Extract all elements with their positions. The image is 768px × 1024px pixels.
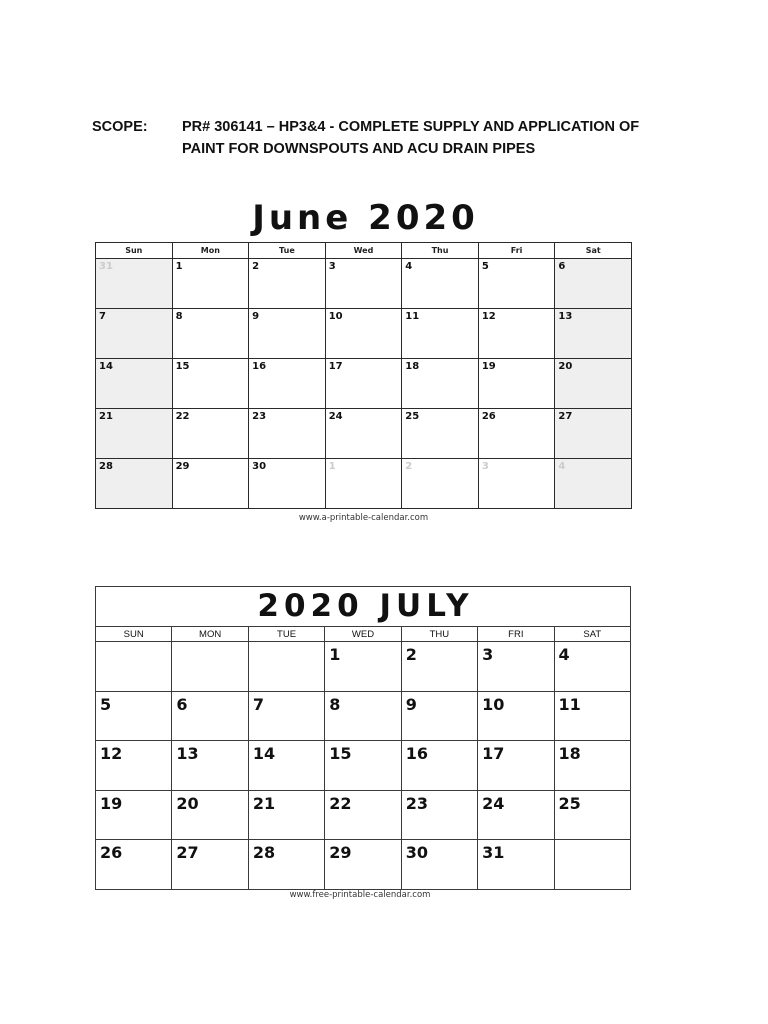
day-number: 28 xyxy=(99,461,113,472)
day-number: 30 xyxy=(405,843,428,863)
day-number: 14 xyxy=(99,361,113,372)
day-cell xyxy=(401,691,477,741)
day-cell xyxy=(172,840,248,890)
day-cell xyxy=(248,741,324,791)
day-number: 16 xyxy=(252,361,267,372)
day-number: 7 xyxy=(252,694,264,714)
day-number: 3 xyxy=(482,645,494,664)
day-cell xyxy=(325,790,401,840)
other-month-day-number: 31 xyxy=(99,261,113,272)
day-number xyxy=(172,642,247,646)
week-row xyxy=(96,409,632,459)
day-cell xyxy=(325,459,402,509)
day-number: 16 xyxy=(405,744,428,764)
day-number: 27 xyxy=(176,843,199,863)
weekday-header-row xyxy=(96,243,632,259)
day-number: 5 xyxy=(481,261,489,272)
day-number: 28 xyxy=(252,843,276,863)
day-cell xyxy=(554,691,630,741)
day-number: 10 xyxy=(328,311,343,322)
day-number: 13 xyxy=(558,311,573,322)
day-cell xyxy=(478,790,554,840)
day-cell xyxy=(478,459,555,509)
other-month-day-number: 1 xyxy=(328,461,336,472)
july-weekday-head xyxy=(96,627,631,642)
week-row xyxy=(96,459,632,509)
day-number: 23 xyxy=(252,411,267,422)
other-month-day-number: 3 xyxy=(481,461,489,472)
day-number: 6 xyxy=(558,261,566,272)
day-cell xyxy=(325,309,402,359)
day-number: 17 xyxy=(328,361,343,372)
day-number: 25 xyxy=(405,411,420,422)
day-cell xyxy=(325,409,402,459)
day-number: 3 xyxy=(328,261,336,272)
other-month-day-number: 2 xyxy=(405,461,413,472)
day-cell xyxy=(96,359,173,409)
day-number: 1 xyxy=(175,261,183,272)
day-cell xyxy=(172,459,249,509)
day-number: 18 xyxy=(558,744,581,764)
day-cell xyxy=(554,741,630,791)
weekday-header-mon: Mon xyxy=(172,243,249,259)
weekday-header-row xyxy=(96,627,631,642)
day-number: 29 xyxy=(175,461,190,472)
day-number: 9 xyxy=(252,311,260,322)
day-number: 1 xyxy=(329,645,341,664)
day-number xyxy=(555,840,630,844)
weekday-header-wed: WED xyxy=(325,627,401,642)
day-number: 4 xyxy=(558,645,570,664)
june-calendar-title: June 2020 xyxy=(252,198,479,238)
day-cell xyxy=(248,790,324,840)
day-cell xyxy=(172,409,249,459)
day-cell xyxy=(172,642,248,692)
day-number: 19 xyxy=(481,361,496,372)
day-cell xyxy=(555,359,632,409)
weekday-header-tue: Tue xyxy=(249,243,326,259)
day-cell xyxy=(478,409,555,459)
day-cell xyxy=(554,642,630,692)
day-number: 31 xyxy=(482,843,505,863)
day-cell xyxy=(402,409,479,459)
day-number: 15 xyxy=(329,744,352,764)
july-calendar-title: 2020 JULY xyxy=(95,586,631,626)
june-calendar-grid xyxy=(95,242,632,509)
day-cell xyxy=(478,359,555,409)
day-number: 22 xyxy=(329,793,352,813)
day-number: 21 xyxy=(252,793,276,813)
day-cell xyxy=(172,259,249,309)
day-number: 11 xyxy=(558,694,581,714)
day-number: 9 xyxy=(405,694,417,714)
day-number: 5 xyxy=(100,694,112,714)
day-cell xyxy=(325,359,402,409)
day-number: 12 xyxy=(100,744,123,764)
day-cell xyxy=(555,459,632,509)
week-row xyxy=(96,259,632,309)
day-cell xyxy=(478,259,555,309)
weekday-header-sat: Sat xyxy=(555,243,632,259)
day-cell xyxy=(172,741,248,791)
day-number: 15 xyxy=(175,361,190,372)
day-cell xyxy=(401,741,477,791)
july-calendar-grid xyxy=(95,626,631,890)
day-cell xyxy=(172,691,248,741)
day-number: 11 xyxy=(405,311,420,322)
day-cell xyxy=(96,741,172,791)
june-weeks xyxy=(96,259,632,509)
day-cell xyxy=(478,691,554,741)
week-row xyxy=(96,359,632,409)
day-cell xyxy=(249,309,326,359)
day-number: 6 xyxy=(176,694,188,714)
day-number: 10 xyxy=(482,694,505,714)
day-cell xyxy=(478,309,555,359)
weekday-header-sat: SAT xyxy=(554,627,630,642)
day-cell xyxy=(325,840,401,890)
day-cell xyxy=(325,259,402,309)
day-cell xyxy=(478,840,554,890)
day-cell xyxy=(249,459,326,509)
july-calendar xyxy=(95,586,631,890)
week-row xyxy=(96,309,632,359)
day-cell xyxy=(325,691,401,741)
day-number: 20 xyxy=(176,793,199,813)
day-cell xyxy=(401,642,477,692)
week-row xyxy=(96,691,631,741)
day-cell xyxy=(325,741,401,791)
day-cell xyxy=(96,309,173,359)
day-cell xyxy=(402,309,479,359)
weekday-header-tue: TUE xyxy=(248,627,324,642)
day-number: 30 xyxy=(252,461,267,472)
day-cell xyxy=(402,459,479,509)
july-source-url: www.free-printable-calendar.com xyxy=(289,890,431,900)
weekday-header-sun: SUN xyxy=(96,627,172,642)
day-number xyxy=(249,642,324,646)
weekday-header-thu: Thu xyxy=(402,243,479,259)
day-cell xyxy=(402,359,479,409)
week-row xyxy=(96,642,631,692)
day-cell xyxy=(96,259,173,309)
day-cell xyxy=(96,459,173,509)
scope-description-line-2: PAINT FOR DOWNSPOUTS AND ACU DRAIN PIPES xyxy=(182,141,536,157)
day-cell xyxy=(401,790,477,840)
day-cell xyxy=(96,409,173,459)
day-cell xyxy=(96,642,172,692)
day-cell xyxy=(249,409,326,459)
day-cell xyxy=(249,359,326,409)
scope-label: SCOPE: xyxy=(92,119,148,135)
day-number: 26 xyxy=(481,411,496,422)
day-number: 27 xyxy=(558,411,573,422)
day-number xyxy=(96,642,171,646)
day-number: 18 xyxy=(405,361,420,372)
day-cell xyxy=(555,309,632,359)
weekday-header-mon: MON xyxy=(172,627,248,642)
week-row xyxy=(96,790,631,840)
day-number: 24 xyxy=(328,411,343,422)
other-month-day-number: 4 xyxy=(558,461,566,472)
day-number: 17 xyxy=(482,744,505,764)
june-source-url: www.a-printable-calendar.com xyxy=(298,513,429,523)
day-cell xyxy=(248,691,324,741)
day-number: 26 xyxy=(100,843,123,863)
day-number: 14 xyxy=(252,744,276,764)
day-number: 2 xyxy=(405,645,417,664)
day-cell xyxy=(555,409,632,459)
day-number: 29 xyxy=(329,843,352,863)
day-number: 12 xyxy=(481,311,496,322)
day-cell xyxy=(249,259,326,309)
day-cell xyxy=(172,359,249,409)
day-cell xyxy=(325,642,401,692)
day-number: 25 xyxy=(558,793,581,813)
day-cell xyxy=(96,691,172,741)
day-cell xyxy=(172,790,248,840)
day-number: 21 xyxy=(99,411,113,422)
day-number: 20 xyxy=(558,361,573,372)
july-weeks xyxy=(96,642,631,890)
day-number: 13 xyxy=(176,744,199,764)
day-number: 23 xyxy=(405,793,428,813)
day-number: 19 xyxy=(100,793,123,813)
day-number: 22 xyxy=(175,411,190,422)
day-cell xyxy=(248,840,324,890)
day-cell xyxy=(248,642,324,692)
day-cell xyxy=(401,840,477,890)
day-number: 8 xyxy=(175,311,183,322)
june-weekday-head xyxy=(96,243,632,259)
day-cell xyxy=(96,840,172,890)
day-cell xyxy=(96,790,172,840)
day-cell xyxy=(554,790,630,840)
day-number: 4 xyxy=(405,261,413,272)
weekday-header-fri: FRI xyxy=(478,627,554,642)
weekday-header-thu: THU xyxy=(401,627,477,642)
day-number: 2 xyxy=(252,261,260,272)
day-cell xyxy=(478,741,554,791)
week-row xyxy=(96,840,631,890)
day-cell xyxy=(478,642,554,692)
day-cell xyxy=(172,309,249,359)
day-number: 8 xyxy=(329,694,341,714)
weekday-header-fri: Fri xyxy=(478,243,555,259)
day-number: 24 xyxy=(482,793,505,813)
weekday-header-sun: Sun xyxy=(96,243,173,259)
day-cell xyxy=(555,259,632,309)
day-cell xyxy=(554,840,630,890)
week-row xyxy=(96,741,631,791)
day-cell xyxy=(402,259,479,309)
scope-description-line-1: PR# 306141 – HP3&4 - COMPLETE SUPPLY AND APPLICATION OF xyxy=(182,119,640,135)
weekday-header-wed: Wed xyxy=(325,243,402,259)
day-number: 7 xyxy=(99,311,106,322)
